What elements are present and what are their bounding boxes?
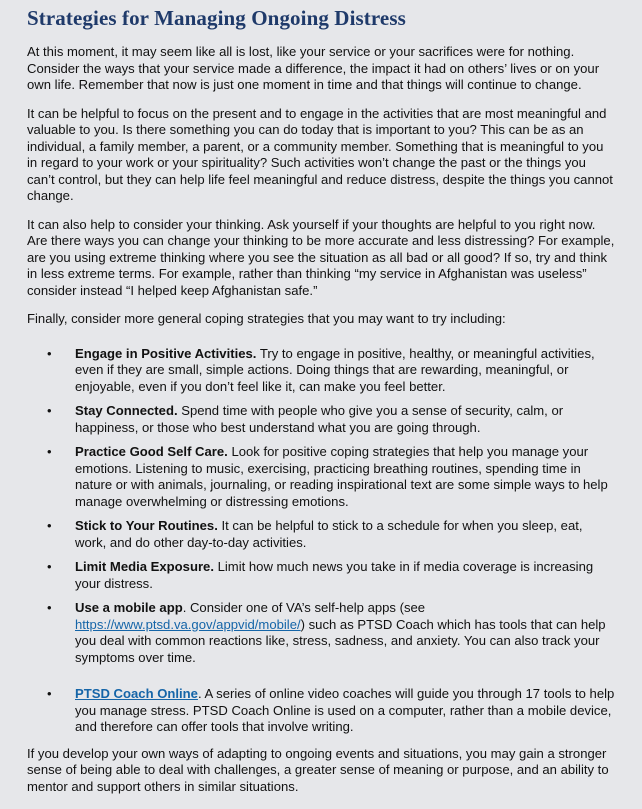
list-item (27, 346, 616, 396)
intro-paragraph: At this moment, it may seem like all is lost, like your service or your sacrifices were for nothing. Consider the ways that your service made a difference, the impact it had on others’ lives or on your own life. Remember that now is just one moment in time and that things will continue to change. (27, 44, 600, 92)
list-item (27, 403, 616, 436)
strategy-title: Practice Good Self Care. (75, 444, 228, 459)
strategy-title: Engage in Positive Activities. (75, 345, 257, 361)
strategy-text: It can be helpful to stick to a schedule for when you sleep, eat, work, and do other day-to-day activities. (75, 518, 583, 550)
closing-paragraph: If you develop your own ways of adapting to ongoing events and situations, you may gain a stronger sense of being able to deal with challenges, a greater sense of meaning or purpose, and an ability to mentor and support others in similar situations. (27, 745, 609, 794)
list-item (27, 444, 616, 510)
strategy-text: Limit how much news you take in if media coverage is increasing your distress. (75, 559, 594, 591)
strategy-title: Stay Connected. (75, 403, 178, 418)
bullet-icon: • (47, 518, 52, 533)
strategy-title: Limit Media Exposure. (75, 559, 214, 574)
list-item-coach-online (27, 686, 616, 736)
thinking-paragraph: It can also help to consider your thinking. Ask yourself if your thoughts are helpful to you right now. Are there ways you can change your thinking to be more accurate and less distressing? For example, are you using extreme thinking where you see the situation as all bad or all good? If so, try and think in less extreme terms. For example, rather than thinking “my service in Afghanistan was useless” consider instead “I helped keep Afghanistan safe.” (27, 216, 615, 298)
bullet-icon: • (47, 600, 52, 615)
bullet-icon: • (47, 444, 52, 459)
bullet-icon: • (47, 686, 52, 701)
coping-strategies-list (27, 346, 616, 736)
strategy-text: Look for positive coping strategies that help you manage your emotions. Listening to music, exercising, practicing breathing routines, spending time in nature or with animals, journaling, or reading inspirational text are some simple ways to help manage overwhelming or distressing emotions. (75, 444, 608, 509)
strategy-title: Use a mobile app (75, 600, 183, 615)
strategy-text: Spend time with people who give you a sense of security, calm, or happiness, or those who best understand what you are going through. (75, 403, 564, 435)
page-title: Strategies for Managing Ongoing Distress (27, 6, 406, 30)
bullet-icon: • (47, 345, 52, 361)
bullet-icon: • (47, 403, 52, 418)
strategy-title: Stick to Your Routines. (75, 518, 218, 533)
strategy-text: . A series of online video coaches will guide you through 17 tools to help you manage stress. PTSD Coach Online is used on a computer, rather than a mobile device, and therefore can offer tools that involve writing. (75, 686, 615, 734)
bullet-icon: • (47, 559, 52, 574)
list-item (27, 559, 616, 592)
strategy-text: Try to engage in positive, healthy, or meaningful activities, even if they are small, simple actions. Doing things that are rewarding, meaningful, or enjoyable, even if you don’t feel like it, can make you feel better. (75, 345, 595, 394)
list-item-mobile-app (27, 600, 616, 666)
coping-intro-paragraph: Finally, consider more general coping strategies that you may want to try including: (27, 311, 506, 326)
present-focus-paragraph: It can be helpful to focus on the present and to engage in the activities that are most meaningful and valuable to you. Is there something you can do today that is important to you? This can be as an individual, a family member, a parent, or a community member. Something that is meaningful to you in regard to your work or your spirituality? Such activities won’t change the past or the things you can’t control, but they can help life feel meaningful and reduce distress, despite the things you cannot change. (27, 105, 613, 203)
strategy-text: ) such as PTSD Coach which has tools that can help you deal with common reactions like, stress, sadness, and anxiety. You can also track your symptoms over time. (75, 616, 606, 665)
mobile-apps-link[interactable]: https://www.ptsd.va.gov/appvid/mobile/ (75, 616, 301, 632)
ptsd-coach-online-link[interactable]: PTSD Coach Online (75, 686, 198, 701)
strategy-text: . Consider one of VA’s self-help apps (see (182, 600, 426, 615)
list-item (27, 518, 616, 551)
